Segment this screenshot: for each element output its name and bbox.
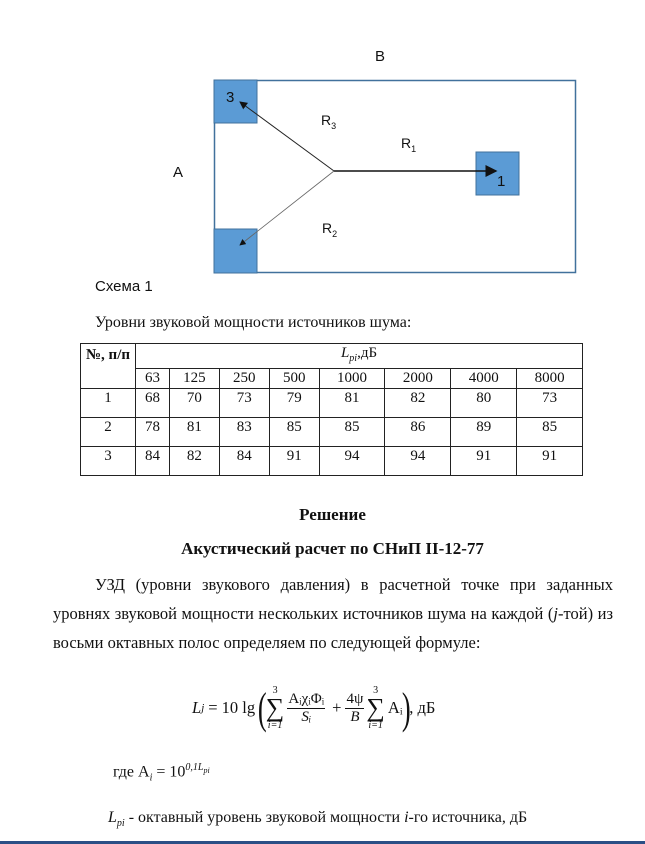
where-definition: где $A_i = 10^{0,1L_{pi}}$ [113, 762, 210, 784]
table-cell: 91 [517, 447, 583, 476]
table-cell: 91 [269, 447, 319, 476]
table-cell: 94 [319, 447, 385, 476]
frequency-header: 125 [169, 369, 219, 389]
table-cell: 85 [269, 418, 319, 447]
table-cell: 94 [385, 447, 451, 476]
diagram-caption: Схема 1 [95, 278, 153, 295]
label-a: A [173, 164, 184, 181]
frequency-header: 2000 [385, 369, 451, 389]
source-3-box [214, 80, 257, 123]
table-cell: 81 [319, 389, 385, 418]
source-3-label: 3 [226, 89, 235, 106]
r1-label: $R_1$ [401, 135, 417, 154]
sound-power-table [80, 343, 583, 476]
table-row [81, 418, 583, 447]
table-cell: 68 [136, 389, 170, 418]
source-2-box [214, 229, 257, 273]
group-header: $L_{pi},дБ$ [136, 344, 583, 369]
lpi-definition: $L_{pi}$ - октавный уровень звуковой мощности i-го источника, дБ [108, 809, 528, 830]
body-paragraph: УЗД (уровни звукового давления) в расчетной точке при заданных уровнях звуковой мощности нескольких источников шума на каждой (j-той) из восьми октавных полос определяем по следующей формуле: [53, 575, 613, 652]
table-cell: 79 [269, 389, 319, 418]
table-intro: Уровни звуковой мощности источников шума: [95, 314, 412, 331]
row-number: 3 [81, 447, 136, 476]
table-cell: 85 [517, 418, 583, 447]
label-b: B [375, 48, 386, 65]
table-row [81, 389, 583, 418]
table-cell: 91 [451, 447, 517, 476]
formula: L j = 10 lg ( 3 ∑ i=1 AᵢχᵢΦᵢ Sᵢ + $\frac{4\psi}{B}$ 3 ∑ i=1 Aᵢ ) , дБ [192, 683, 436, 733]
r2-label: $R_2$ [322, 220, 338, 239]
r2-arrow [240, 171, 334, 245]
table-cell: 73 [517, 389, 583, 418]
row-number: 1 [81, 389, 136, 418]
frequency-header: 8000 [517, 369, 583, 389]
table-cell: 82 [169, 447, 219, 476]
frequency-header: 500 [269, 369, 319, 389]
table-cell: 83 [219, 418, 269, 447]
section-heading: Акустический расчет по СНиП II-12-77 [181, 539, 484, 558]
frequency-header: 4000 [451, 369, 517, 389]
table-cell: 81 [169, 418, 219, 447]
table-cell: 84 [136, 447, 170, 476]
table-cell: 89 [451, 418, 517, 447]
row-number: 2 [81, 418, 136, 447]
table-cell: 70 [169, 389, 219, 418]
table-cell: 82 [385, 389, 451, 418]
r3-arrow [240, 102, 337, 171]
table-row [81, 447, 583, 476]
table-cell: 80 [451, 389, 517, 418]
table-cell: 85 [319, 418, 385, 447]
table-cell: 73 [219, 389, 269, 418]
frequency-header: 1000 [319, 369, 385, 389]
frequency-header: 63 [136, 369, 170, 389]
table-cell: 86 [385, 418, 451, 447]
col-number-header: №, п/п [81, 344, 136, 389]
table-cell: 84 [219, 447, 269, 476]
frequency-header: 250 [219, 369, 269, 389]
room-outline [215, 81, 576, 273]
source-1-label: 1 [497, 173, 506, 190]
table-cell: 78 [136, 418, 170, 447]
solution-heading: Решение [299, 505, 366, 524]
room-diagram [0, 0, 645, 300]
r3-label: $R_3$ [321, 112, 337, 131]
